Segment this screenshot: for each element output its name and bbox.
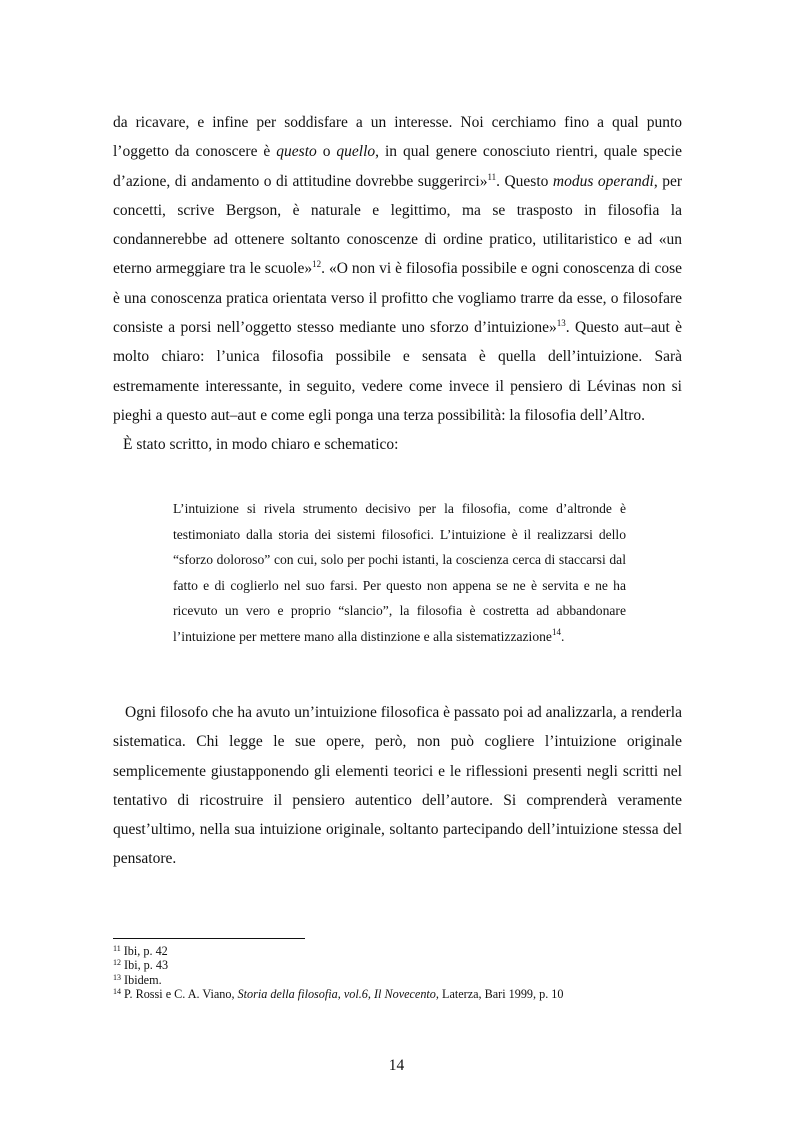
footnote-text: Ibi, p. 43 <box>124 958 169 973</box>
paragraph-3: Ogni filosofo che ha avuto un’intuizione filosofica è passato poi ad analizzarla, a renderla sistematica. Chi legge le sue opere, però, non può cogliere l’intuizione originale semplicemente giustapponendo gli elementi teorici e le riflessioni presenti negli scritti nel tentativo di ricostruire il pensiero autentico dell’autore. Si comprenderà veramente quest’ultimo, nella sua intuizione originale, soltanto partecipando dell’intuizione stessa del pensatore. <box>113 704 682 868</box>
quote-paragraph <box>173 496 626 649</box>
footnote-number: 13 <box>113 972 121 982</box>
footnote-11 <box>113 944 693 958</box>
text-run: o <box>316 143 337 161</box>
footnote-number: 14 <box>113 986 121 996</box>
text-run: , in qual genere conosciuto rientri, quale specie d’azione, di andamento o di attitudine dovrebbe suggerirci» <box>113 143 682 190</box>
paragraph-2: È stato scritto, in modo chiaro e schematico: <box>123 436 399 454</box>
footnote-ref-11[interactable]: 11 <box>487 171 497 182</box>
footnote-12 <box>113 958 693 972</box>
text-run: , per concetti, scrive Bergson, è naturale e legittimo, ma se trasposto in filosofia la condannerebbe ad ottenere soltanto conoscenze di ordine pratico, utilitaristico e ad «un eterno armeggiare tra le scuole» <box>113 172 682 278</box>
footnote-text: Laterza, Bari 1999, p. 10 <box>438 986 564 1001</box>
footnote-ref-14[interactable]: 14 <box>551 626 561 637</box>
footnote-text: Ibi, p. 42 <box>123 944 168 958</box>
footnote-text: Ibidem. <box>124 972 162 987</box>
main-text <box>113 108 682 460</box>
footnote-text: P. Rossi e C. A. Viano, <box>124 986 238 1001</box>
footnote-divider <box>113 938 305 939</box>
italic-quello: quello <box>336 143 376 161</box>
paragraph-3-container <box>113 698 682 874</box>
footnote-number: 12 <box>113 958 121 968</box>
quote-end: . <box>560 628 565 644</box>
footnote-ref-13[interactable]: 13 <box>556 318 566 329</box>
footnotes <box>113 944 693 1001</box>
footnote-14 <box>113 987 693 1001</box>
footnote-book-title: Storia della filosofia, vol.6, Il Novecento, <box>237 986 439 1001</box>
page-number: 14 <box>388 1057 405 1074</box>
footnote-number: 11 <box>113 944 121 953</box>
text-run: . Questo <box>496 172 553 190</box>
text-run: . Questo aut–aut è molto chiaro: l’unica filosofia possibile e sensata è quella dell’intuizione. Sarà estremamente interessante, in seguito, vedere come invece il pensiero di Lévinas non si pieghi a questo aut–aut e come egli ponga una terza possibilità: la filosofia dell’Altro. <box>113 319 682 424</box>
footnote-ref-12[interactable]: 12 <box>312 259 322 270</box>
block-quote <box>173 496 626 649</box>
quote-text: L’intuizione si rivela strumento decisivo per la filosofia, come d’altronde è testimoniato dalla storia dei sistemi filosofici. L’intuizione è il realizzarsi dello “sforzo doloroso” con cui, solo per pochi istanti, la coscienza cerca di staccarsi dal fatto e di coglierlo nel suo farsi. Per questo non appena se ne è servita e ne ha ricevuto un vero e proprio “slancio”, la filosofia è costretta ad abbandonare l’intuizione per mettere mano alla distinzione e alla sistematizzazione <box>173 501 626 644</box>
italic-questo: questo <box>276 143 317 161</box>
paragraph-1 <box>113 108 682 430</box>
text-run: . «O non vi è filosofia possibile e ogni conoscenza di cose è una conoscenza pratica orientata verso il profitto che vogliamo trarre da esse, o filosofare consiste a porsi nell’oggetto stesso mediante uno sforzo d’intuizione» <box>113 260 682 337</box>
italic-modus-operandi: modus operandi <box>552 172 654 190</box>
text-run: da ricavare, e infine per soddisfare a un interesse. Noi cerchiamo fino a qual punto l’oggetto da conoscere è <box>113 114 682 161</box>
footnote-13 <box>113 973 693 987</box>
